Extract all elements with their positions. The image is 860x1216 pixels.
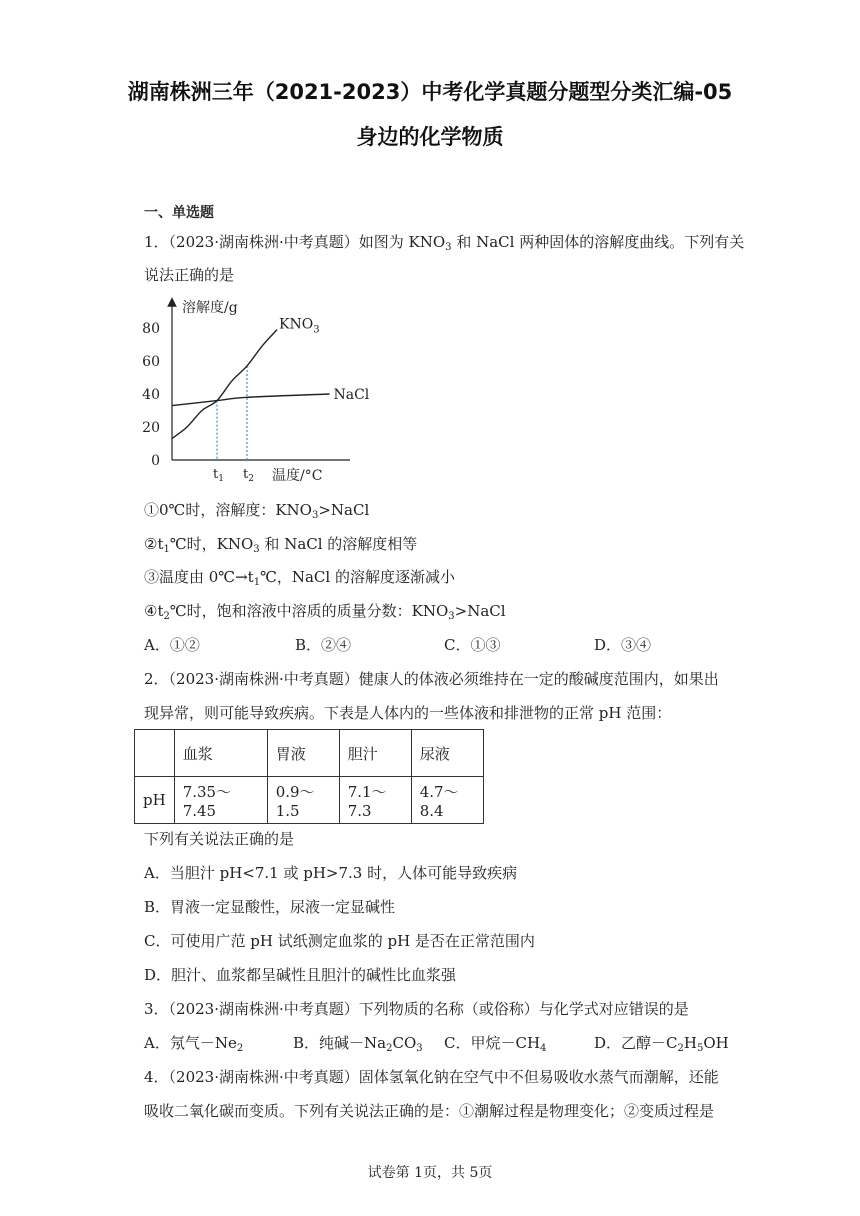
series-label: NaCl (333, 387, 370, 403)
q3-opt-d-text: D．乙醇－C (594, 1034, 678, 1052)
q3-line1 (144, 999, 689, 1019)
table-header-cell: 尿液 (411, 730, 483, 777)
q3-opt-d-sub: 2 (677, 1043, 684, 1054)
y-tick-label: 80 (142, 321, 160, 337)
q1-option-b[interactable]: B．②④ (295, 636, 352, 654)
q1-statement-4 (144, 601, 506, 621)
table-cell: 0.9～1.5 (267, 777, 339, 824)
q4-number: 4． (144, 1068, 169, 1086)
q2-option-a[interactable]: A．当胆汁 pH<7.1 或 pH>7.3 时，人体可能导致疾病 (144, 864, 518, 882)
series-label: $KNO_3$ (279, 316, 320, 336)
q1-s1-sub: 3 (311, 510, 319, 521)
q2-option-d[interactable]: D．胆汁、血浆都呈碱性且胆汁的碱性比血浆强 (144, 966, 457, 984)
x-tick-label: $t_1$ (213, 467, 224, 484)
q1-text-b: 和 NaCl 两种固体的溶解度曲线。下列有关 (451, 233, 745, 251)
q3-option-a[interactable] (144, 1033, 243, 1053)
q3-option-d[interactable] (594, 1033, 729, 1053)
y-tick-label: 40 (142, 387, 160, 403)
y-tick-label: 20 (142, 420, 160, 436)
q1-s3-sub: 1 (253, 577, 261, 588)
q1-s2-c: 和 NaCl 的溶解度相等 (259, 535, 418, 553)
q1-s3-a: ③温度由 0℃→t (144, 568, 254, 586)
y-tick-label: 60 (142, 354, 160, 370)
table-header-cell: 胃液 (267, 730, 339, 777)
q3-opt-b-text: B．纯碱－Na (293, 1034, 387, 1052)
q2-line2: 现异常，则可能导致疾病。下表是人体内的一些体液和排泄物的正常 pH 范围： (144, 704, 672, 722)
q2-option-b[interactable]: B．胃液一定显酸性，尿液一定显碱性 (144, 898, 396, 916)
q3-opt-c-text: C．甲烷－CH (444, 1034, 541, 1052)
y-tick-label: 0 (151, 453, 160, 469)
q3-opt-a-sub: 2 (236, 1043, 244, 1054)
ph-table (134, 729, 484, 824)
q1-statement-1 (144, 500, 369, 520)
q1-source: （2023·湖南株洲·中考真题） (168, 233, 359, 251)
q1-option-c[interactable]: C．①③ (444, 636, 501, 654)
q3-opt-a-text: A．氖气－Ne (144, 1034, 237, 1052)
q3-opt-c-sub: 4 (540, 1043, 547, 1054)
q1-statement-3 (144, 567, 455, 587)
table-header-cell (135, 730, 175, 777)
q1-sub: 3 (445, 242, 452, 253)
q1-s4-b: ℃时，饱和溶液中溶质的质量分数：KNO (169, 602, 449, 620)
q1-s1-b: >NaCl (318, 501, 370, 519)
q2-prompt: 下列有关说法正确的是 (144, 830, 295, 848)
table-header-cell: 血浆 (174, 730, 267, 777)
table-cell: 7.35～7.45 (174, 777, 267, 824)
solubility-chart (140, 294, 370, 484)
x-axis-label: 温度/°C (272, 468, 323, 484)
q1-s1-a: ①0℃时，溶解度：KNO (144, 501, 312, 519)
q1-s4-c: >NaCl (454, 602, 506, 620)
q4-text1: 固体氢氧化钠在空气中不但易吸收水蒸气而潮解，还能 (358, 1068, 719, 1086)
series-line-nacl (172, 394, 330, 406)
table-cell: pH (135, 777, 175, 824)
series-line-kno3 (172, 330, 277, 439)
q1-s4-sub: 2 (163, 611, 170, 622)
q4-line2: 吸收二氧化碳而变质。下列有关说法正确的是：①潮解过程是物理变化；②变质过程是 (144, 1102, 715, 1120)
q3-option-b[interactable] (293, 1033, 423, 1053)
q1-s2-sub: 1 (163, 544, 170, 555)
y-axis-label: 溶解度/g (182, 300, 238, 316)
q1-s4-a: ④t (144, 602, 164, 620)
q2-source: （2023·湖南株洲·中考真题） (168, 670, 359, 688)
section-heading: 一、单选题 (144, 205, 214, 221)
q3-text: 下列物质的名称（或俗称）与化学式对应错误的是 (358, 1000, 689, 1018)
q1-s2-b: ℃时，KNO (169, 535, 254, 553)
q1-option-a[interactable]: A．①② (144, 636, 200, 654)
q3-source: （2023·湖南株洲·中考真题） (168, 1000, 359, 1018)
q2-text1: 健康人的体液必须维持在一定的酸碱度范围内，如果出 (358, 670, 719, 688)
q3-opt-b-sub: 2 (386, 1043, 393, 1054)
q2-line1 (144, 669, 719, 689)
q1-line2: 说法正确的是 (144, 266, 235, 284)
q1-s2-a: ②t (144, 535, 164, 553)
table-cell: 4.7～8.4 (411, 777, 483, 824)
page-footer: 试卷第 1页，共 5页 (367, 1165, 493, 1181)
q4-line1 (144, 1067, 719, 1087)
q3-number: 3． (144, 1000, 169, 1018)
q3-opt-d-mid: H (683, 1034, 697, 1052)
q1-s3-b: ℃，NaCl 的溶解度逐渐减小 (260, 568, 455, 586)
q1-s4-sub2: 3 (448, 611, 455, 622)
q1-text-a: 如图为 KNO (358, 233, 446, 251)
q1-line1 (144, 232, 744, 252)
table-row (135, 777, 484, 824)
q1-statement-2 (144, 534, 417, 554)
q3-opt-d-tail: OH (703, 1034, 729, 1052)
document-title-line2: 身边的化学物质 (356, 125, 504, 149)
q2-option-c[interactable]: C．可使用广范 pH 试纸测定血浆的 pH 是否在正常范围内 (144, 932, 535, 950)
table-header-row (135, 730, 484, 777)
table-cell: 7.1～7.3 (339, 777, 411, 824)
q3-opt-b-sub2: 3 (416, 1043, 423, 1054)
x-tick-label: $t_2$ (243, 467, 254, 484)
q3-opt-b-tail: CO (392, 1034, 417, 1052)
q1-s2-sub2: 3 (253, 544, 260, 555)
q1-number: 1． (144, 233, 169, 251)
q3-option-c[interactable] (444, 1033, 546, 1053)
q2-number: 2． (144, 670, 169, 688)
q4-source: （2023·湖南株洲·中考真题） (168, 1068, 359, 1086)
document-title-line1: 湖南株洲三年（2021-2023）中考化学真题分题型分类汇编-05 (127, 80, 733, 104)
q3-opt-d-sub2: 5 (696, 1043, 704, 1054)
q1-option-d[interactable]: D．③④ (594, 636, 652, 654)
table-header-cell: 胆汁 (339, 730, 411, 777)
